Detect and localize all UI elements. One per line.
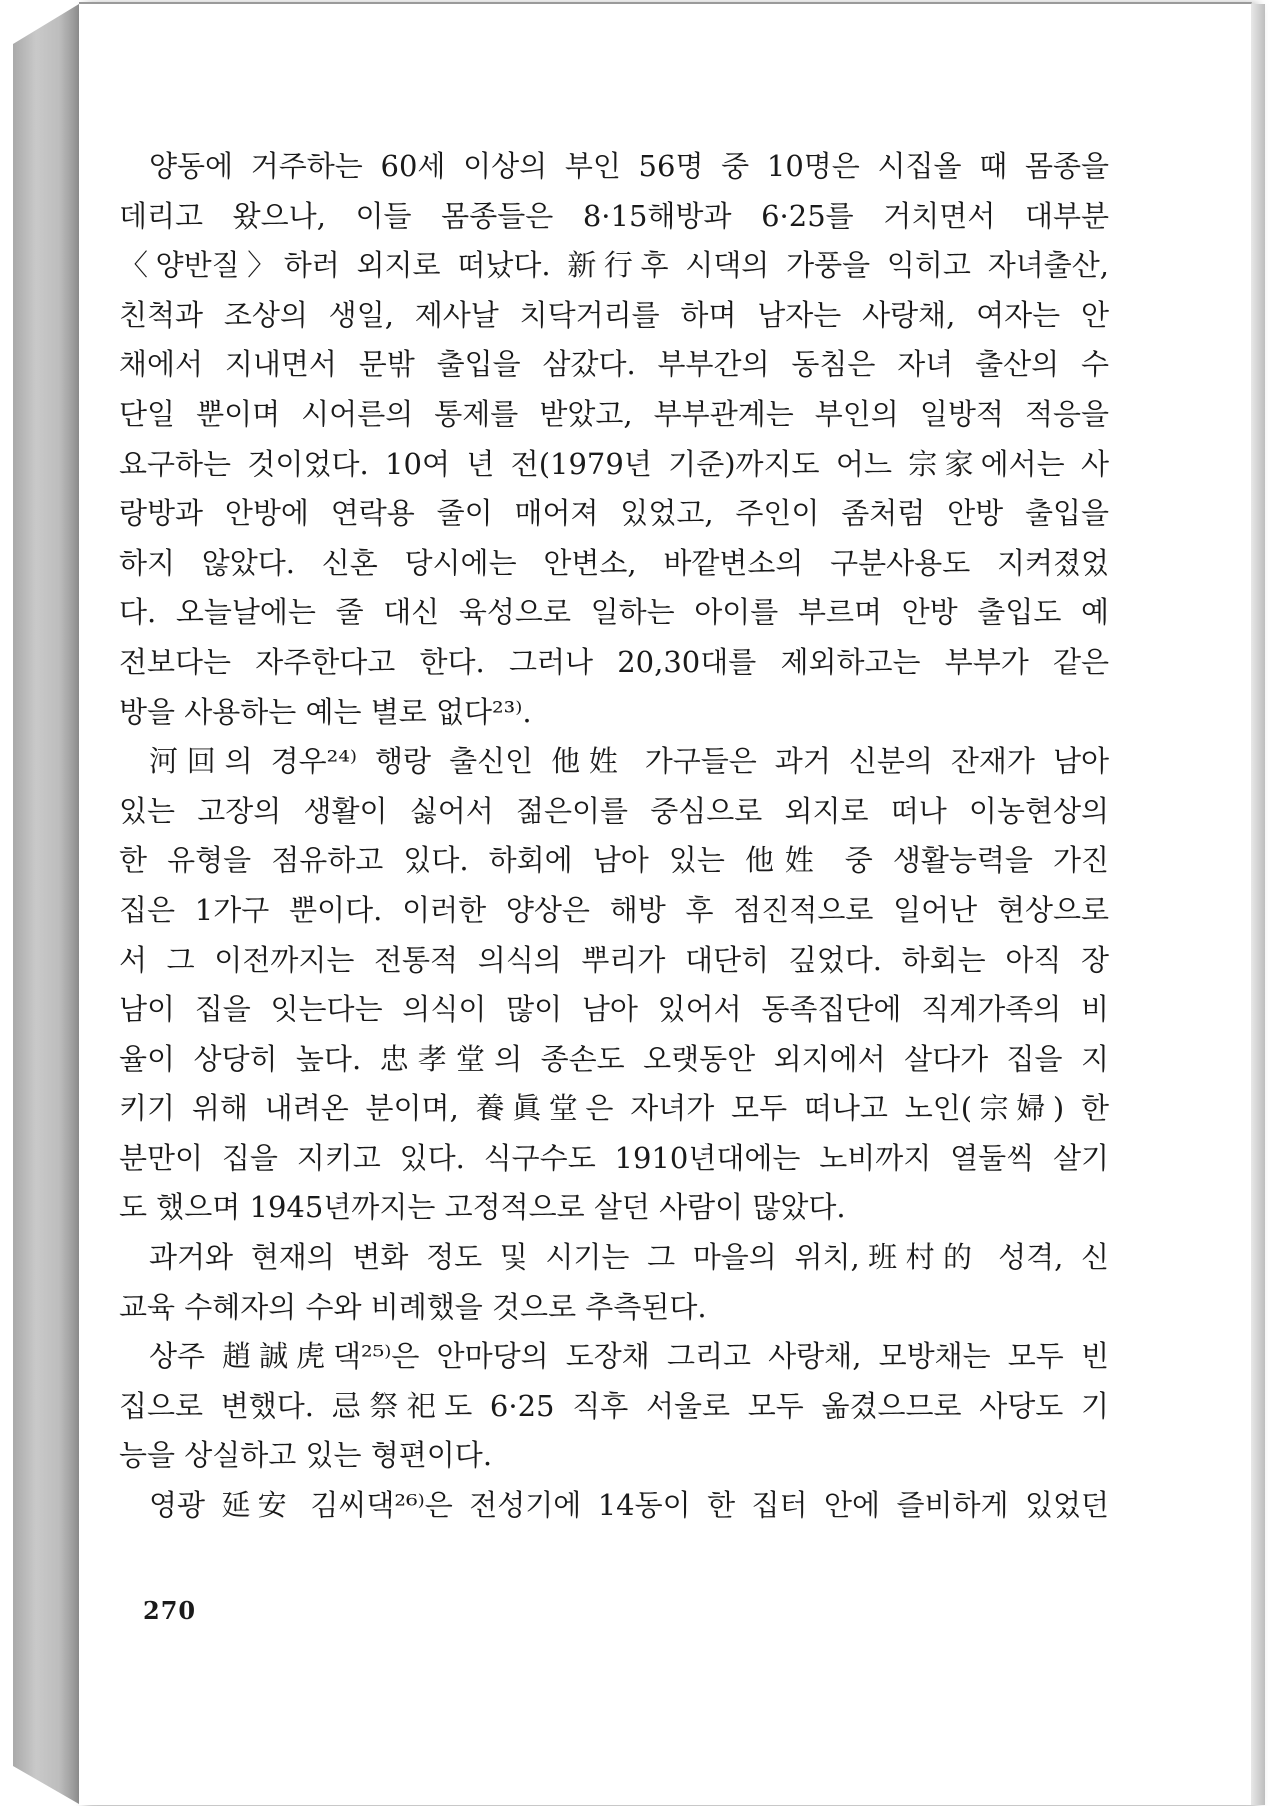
text-line: 남이 집을 잇는다는 의식이 많이 남아 있어서 동족집단에 직계가족의 비: [119, 992, 1109, 1027]
text-line: 다. 오늘날에는 줄 대신 육성으로 일하는 아이를 부르며 안방 출입도 예: [119, 595, 1109, 630]
text-line: 키기 위해 내려온 분이며, 養眞堂은 자녀가 모두 떠나고 노인(宗婦) 한: [119, 1091, 1109, 1126]
text-line: 단일 뿐이며 시어른의 통제를 받았고, 부부관계는 부인의 일방적 적응을: [119, 396, 1109, 431]
text-line: 전보다는 자주한다고 한다. 그러나 20,30대를 제외하고는 부부가 같은: [119, 644, 1109, 679]
text-line: 친척과 조상의 생일, 제사날 치닥거리를 하며 남자는 사랑채, 여자는 안: [119, 297, 1109, 332]
page-number: 270: [143, 1596, 197, 1625]
text-line: 상주 趙誠虎댁²⁵⁾은 안마당의 도장채 그리고 사랑채, 모방채는 모두 빈: [149, 1339, 1109, 1374]
text-line: 방을 사용하는 예는 별로 없다²³⁾.: [119, 694, 532, 729]
text-line: 교육 수혜자의 수와 비례했을 것으로 추측된다.: [119, 1289, 707, 1324]
text-line: 양동에 거주하는 60세 이상의 부인 56명 중 10명은 시집올 때 몸종을: [149, 149, 1109, 183]
text-line: 영광 延安 김씨댁²⁶⁾은 전성기에 14동이 한 집터 안에 즐비하게 있었던: [149, 1488, 1109, 1523]
text-line: 랑방과 안방에 연락용 줄이 매어져 있었고, 주인이 좀처럼 안방 출입을: [119, 496, 1109, 531]
text-line: 요구하는 것이었다. 10여 년 전(1979년 기준)까지도 어느 宗家에서는 사: [119, 446, 1109, 481]
text-line: 한 유형을 점유하고 있다. 하회에 남아 있는 他姓 중 생활능력을 가진: [119, 843, 1109, 878]
text-line: 있는 고장의 생활이 싫어서 젊은이를 중심으로 외지로 떠나 이농현상의: [119, 793, 1109, 828]
text-line: 〈양반질〉하러 외지로 떠났다. 新行후 시댁의 가풍을 익히고 자녀출산,: [119, 248, 1109, 283]
text-line: 데리고 왔으나, 이들 몸종들은 8·15해방과 6·25를 거치면서 대부분: [119, 198, 1109, 233]
text-line: 서 그 이전까지는 전통적 의식의 뿌리가 대단히 깊었다. 하회는 아직 장: [119, 942, 1109, 977]
text-line: 하지 않았다. 신혼 당시에는 안변소, 바깥변소의 구분사용도 지켜졌었: [119, 545, 1109, 580]
text-line: 분만이 집을 지키고 있다. 식구수도 1910년대에는 노비까지 열둘씩 살기: [119, 1140, 1109, 1175]
text-line: 능을 상실하고 있는 형편이다.: [119, 1438, 493, 1473]
text-line: 집으로 변했다. 忌祭祀도 6·25 직후 서울로 모두 옮겼으므로 사당도 기: [119, 1388, 1109, 1423]
text-line: 율이 상당히 높다. 忠孝堂의 종손도 오랫동안 외지에서 살다가 집을 지: [119, 1041, 1109, 1076]
text-line: 채에서 지내면서 문밖 출입을 삼갔다. 부부간의 동침은 자녀 출산의 수: [119, 347, 1109, 382]
text-line: 河回의 경우²⁴⁾ 행랑 출신인 他姓 가구들은 과거 신분의 잔재가 남아: [149, 744, 1109, 779]
text-line: 집은 1가구 뿐이다. 이러한 양상은 해방 후 점진적으로 일어난 현상으로: [119, 892, 1109, 927]
book-spine: [13, 4, 79, 1804]
text-line: 도 했으며 1945년까지는 고정적으로 살던 사람이 많았다.: [119, 1190, 846, 1225]
text-line: 과거와 현재의 변화 정도 및 시기는 그 마을의 위치,班村的 성격, 신: [149, 1240, 1109, 1275]
body-text: [119, 142, 1109, 1531]
